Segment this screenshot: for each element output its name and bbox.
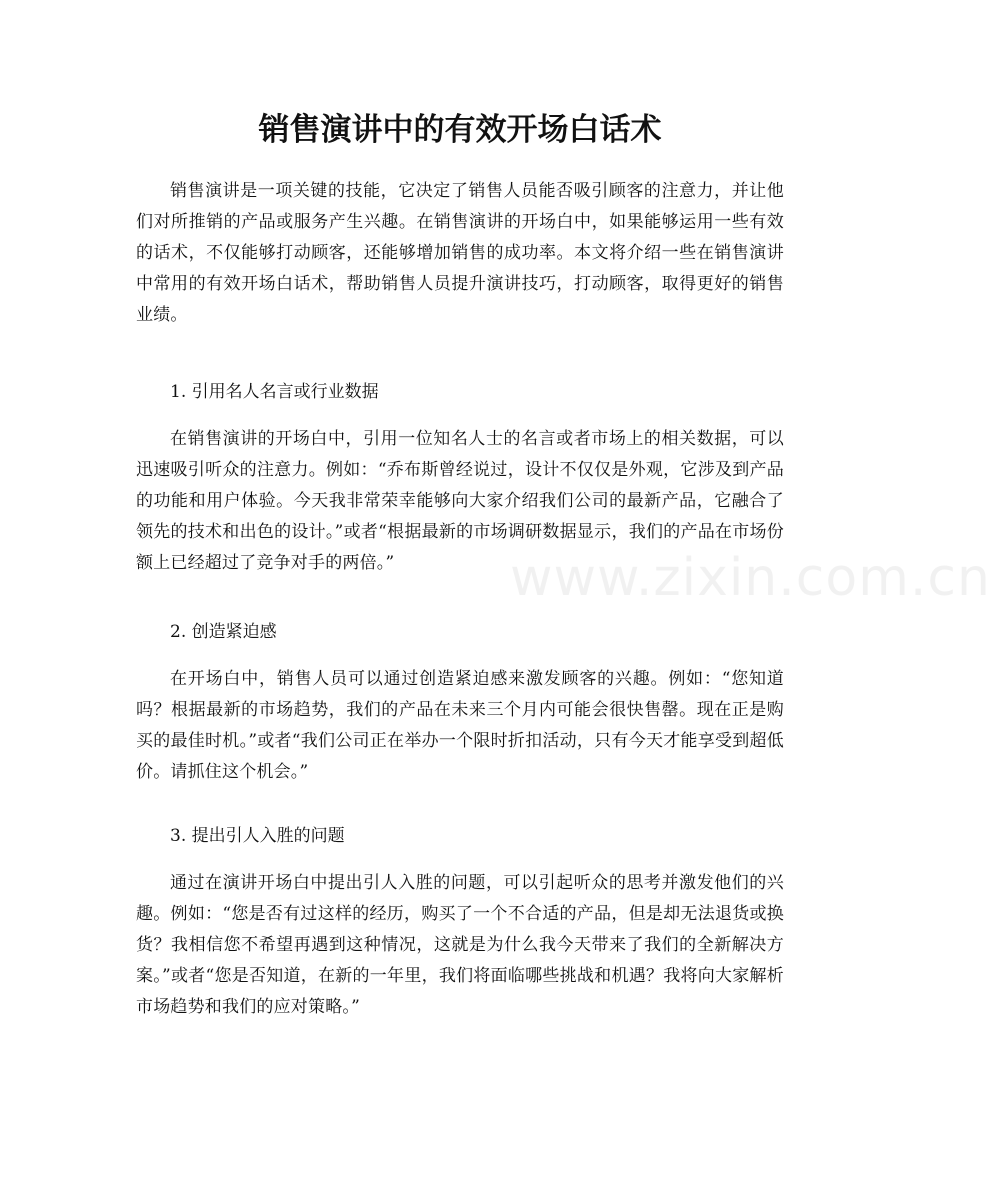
- section-1-body: [136, 424, 784, 579]
- section-paragraph: 通过在演讲开场白中提出引人入胜的问题，可以引起听众的思考并激发他们的兴趣。例如：“您是否有过这样的经历，购买了一个不合适的产品，但是却无法退货或换货？我相信您不希望再遇到这种情况，这就是为什么我今天带来了我们的全新解决方案。”或者“您是否知道，在新的一年里，我们将面临哪些挑战和机遇？我将向大家解析市场趋势和我们的应对策略。”: [136, 873, 784, 1017]
- section-paragraph: 在开场白中，销售人员可以通过创造紧迫感来激发顾客的兴趣。例如：“您知道吗？根据最新的市场趋势，我们的产品在未来三个月内可能会很快售罄。现在正是购买的最佳时机。”或者“我们公司正在举办一个限时折扣活动，只有今天才能享受到超低价。请抓住这个机会。”: [136, 669, 784, 782]
- section-paragraph: 在销售演讲的开场白中，引用一位知名人士的名言或者市场上的相关数据，可以迅速吸引听众的注意力。例如：“乔布斯曾经说过，设计不仅仅是外观，它涉及到产品的功能和用户体验。今天我非常荣幸能够向大家介绍我们公司的最新产品，它融合了领先的技术和出色的设计。”或者“根据最新的市场调研数据显示，我们的产品在市场份额上已经超过了竞争对手的两倍。”: [136, 429, 784, 573]
- section-heading: 3. 提出引人入胜的问题: [170, 826, 345, 846]
- section-2: [136, 617, 784, 648]
- section-3-body: [136, 868, 784, 1023]
- watermark: www.zixin.com.cn: [510, 548, 991, 608]
- section-2-body: [136, 664, 784, 788]
- section-1: [136, 377, 784, 408]
- section-3: [136, 821, 784, 852]
- document-title: 销售演讲中的有效开场白话术: [258, 112, 662, 148]
- section-heading: 2. 创造紧迫感: [170, 622, 277, 642]
- intro-paragraph: 销售演讲是一项关键的技能，它决定了销售人员能否吸引顾客的注意力，并让他们对所推销的产品或服务产生兴趣。在销售演讲的开场白中，如果能够运用一些有效的话术，不仅能够打动顾客，还能够增加销售的成功率。本文将介绍一些在销售演讲中常用的有效开场白话术，帮助销售人员提升演讲技巧，打动顾客，取得更好的销售业绩。: [136, 181, 784, 325]
- intro-block: [136, 176, 784, 331]
- section-heading: 1. 引用名人名言或行业数据: [170, 382, 379, 402]
